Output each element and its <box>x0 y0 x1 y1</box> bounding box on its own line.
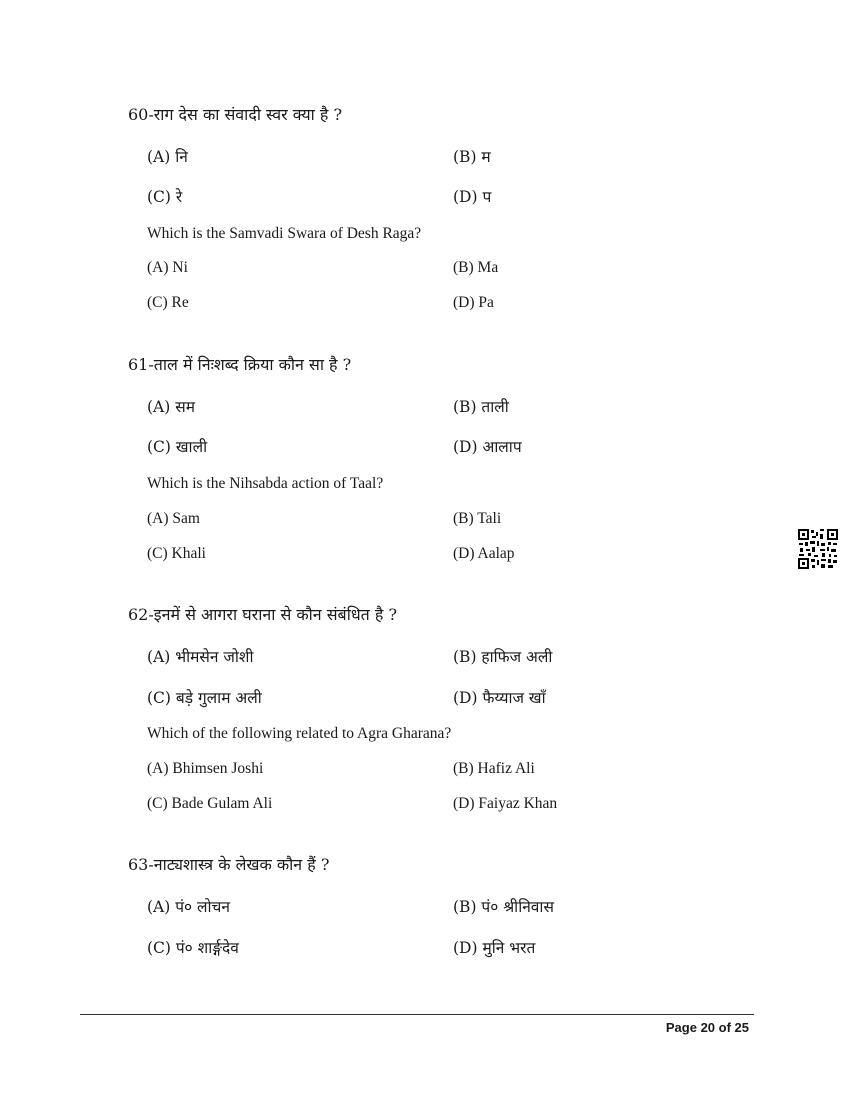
question-60-hindi: 60-राग देस का संवादी स्वर क्या है ? <box>128 105 343 124</box>
q63-option-a-hindi: (A) पं० लोचन <box>147 898 230 916</box>
question-60-english: Which is the Samvadi Swara of Desh Raga? <box>147 225 422 242</box>
question-61-hindi: 61-ताल में निःशब्द क्रिया कौन सा है ? <box>128 355 352 374</box>
q60-option-b-hindi: (B) म <box>453 148 491 166</box>
q62-option-c-english: (C) Bade Gulam Ali <box>147 795 273 812</box>
question-62-english: Which of the following related to Agra Gharana? <box>147 725 452 742</box>
q61-option-d-english: (D) Aalap <box>453 545 515 562</box>
q62-option-c-hindi: (C) बड़े गुलाम अली <box>147 689 262 707</box>
q61-option-c-hindi: (C) खाली <box>147 438 208 456</box>
q62-option-b-english: (B) Hafiz Ali <box>453 760 535 777</box>
q60-option-a-hindi: (A) नि <box>147 148 188 166</box>
question-61-english: Which is the Nihsabda action of Taal? <box>147 475 384 492</box>
q60-option-c-english: (C) Re <box>147 294 189 311</box>
q60-option-d-hindi: (D) प <box>453 188 492 206</box>
q61-option-a-hindi: (A) सम <box>147 398 195 416</box>
q61-option-b-hindi: (B) ताली <box>453 398 509 416</box>
q60-option-b-english: (B) Ma <box>453 259 499 276</box>
q62-option-a-english: (A) Bhimsen Joshi <box>147 760 264 777</box>
question-63-hindi: 63-नाट्यशास्त्र के लेखक कौन हैं ? <box>128 855 330 874</box>
q63-option-d-hindi: (D) मुनि भरत <box>453 939 536 957</box>
qr-code-icon <box>798 529 838 569</box>
q62-option-a-hindi: (A) भीमसेन जोशी <box>147 648 254 666</box>
q62-option-b-hindi: (B) हाफिज अली <box>453 648 553 666</box>
q61-option-b-english: (B) Tali <box>453 510 502 527</box>
q61-option-a-english: (A) Sam <box>147 510 200 527</box>
page-number: Page 20 of 25 <box>665 1020 749 1035</box>
q63-option-b-hindi: (B) पं० श्रीनिवास <box>453 898 554 916</box>
q63-option-c-hindi: (C) पं० शार्ङ्गदेव <box>147 939 239 957</box>
footer-divider <box>80 1014 754 1015</box>
q61-option-d-hindi: (D) आलाप <box>453 438 522 456</box>
q62-option-d-hindi: (D) फैय्याज खाँ <box>453 689 546 707</box>
q60-option-a-english: (A) Ni <box>147 259 188 276</box>
question-62-hindi: 62-इनमें से आगरा घराना से कौन संबंधित है ? <box>128 605 398 624</box>
q60-option-c-hindi: (C) रे <box>147 188 183 206</box>
q62-option-d-english: (D) Faiyaz Khan <box>453 795 558 812</box>
q61-option-c-english: (C) Khali <box>147 545 206 562</box>
q60-option-d-english: (D) Pa <box>453 294 494 311</box>
